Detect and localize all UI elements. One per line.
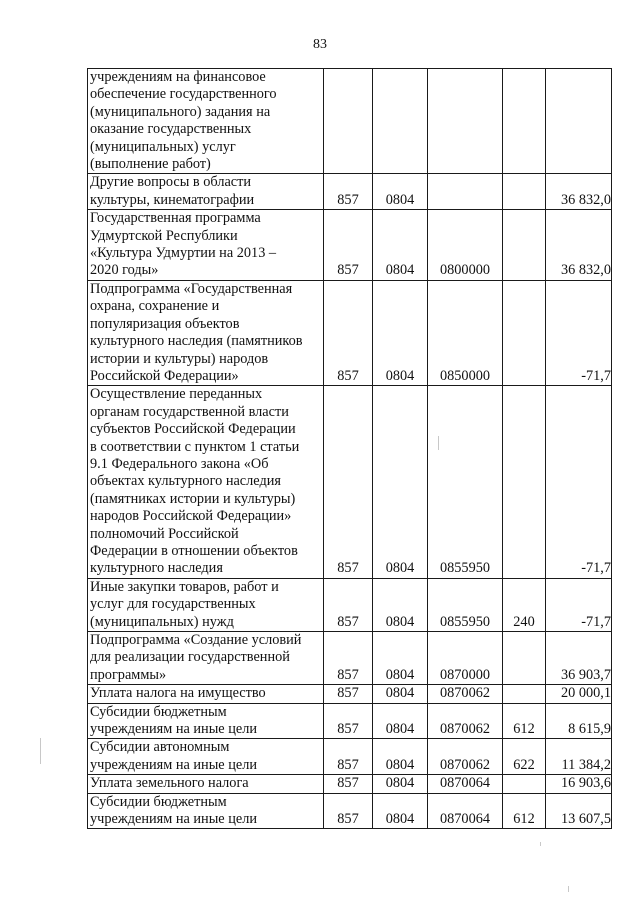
item-name-line: Уплата земельного налога (90, 775, 249, 792)
item-name-line: субъектов Российской Федерации (90, 421, 296, 438)
table-row (88, 775, 612, 793)
item-name-cell (88, 775, 324, 793)
table-row (88, 578, 612, 631)
section-cell: 0804 (373, 632, 428, 685)
table-row (88, 210, 612, 281)
section-cell: 0804 (373, 775, 428, 793)
section-cell: 0804 (373, 280, 428, 385)
code-cell: 857 (324, 703, 373, 739)
item-name-line: услуг для государственных (90, 596, 256, 613)
section-cell: 0804 (373, 739, 428, 775)
table-row (88, 280, 612, 385)
item-name-line: культурного наследия (90, 560, 223, 577)
item-name-line: (памятниках истории и культуры) (90, 490, 296, 507)
item-name-cell (88, 174, 324, 210)
item-name-line: для реализации государственной (90, 649, 290, 666)
expense-type-cell (503, 685, 546, 703)
item-name-line: (муниципальных) нужд (90, 613, 234, 630)
code-cell (324, 69, 373, 174)
item-name-line: полномочий Российской (90, 525, 239, 542)
item-name-line: «Культура Удмуртии на 2013 – (90, 245, 277, 262)
code-cell: 857 (324, 280, 373, 385)
item-name-line: охрана, сохранение и (90, 298, 220, 315)
amount-cell: 36 832,0 (546, 174, 612, 210)
item-name-cell (88, 632, 324, 685)
item-name-line: Уплата налога на имущество (90, 685, 266, 702)
table-row (88, 69, 612, 174)
item-name-line: 9.1 Федерального закона «Об (90, 455, 269, 472)
expense-type-cell: 612 (503, 793, 546, 829)
item-name-line: учреждениям на иные цели (90, 721, 258, 738)
item-name-line: Государственная программа (90, 210, 261, 227)
section-cell: 0804 (373, 578, 428, 631)
item-name-cell (88, 280, 324, 385)
item-name-line: Иные закупки товаров, работ и (90, 578, 279, 595)
table-row (88, 632, 612, 685)
code-cell: 857 (324, 174, 373, 210)
item-name-cell (88, 210, 324, 281)
scan-speck (438, 436, 439, 450)
code-cell: 857 (324, 386, 373, 578)
table-row (88, 386, 612, 578)
section-cell: 0804 (373, 685, 428, 703)
item-name-line: органам государственной власти (90, 403, 289, 420)
amount-cell (546, 69, 612, 174)
scan-speck (568, 886, 569, 892)
expense-type-cell (503, 69, 546, 174)
amount-cell: 36 903,7 (546, 632, 612, 685)
code-cell: 857 (324, 632, 373, 685)
item-name-cell (88, 386, 324, 578)
item-name-line: Подпрограмма «Создание условий (90, 632, 302, 648)
section-cell: 0804 (373, 703, 428, 739)
section-cell: 0804 (373, 386, 428, 578)
item-name-line: Другие вопросы в области (90, 174, 252, 191)
code-cell: 857 (324, 685, 373, 703)
scan-speck (540, 842, 541, 846)
table-row (88, 685, 612, 703)
section-cell: 0804 (373, 210, 428, 281)
article-cell (428, 174, 503, 210)
article-cell: 0870062 (428, 703, 503, 739)
article-cell: 0870062 (428, 685, 503, 703)
amount-cell: 11 384,2 (546, 739, 612, 775)
article-cell: 0870062 (428, 739, 503, 775)
budget-table-body (88, 69, 612, 829)
amount-cell: 13 607,5 (546, 793, 612, 829)
table-row (88, 703, 612, 739)
expense-type-cell: 612 (503, 703, 546, 739)
table-row (88, 793, 612, 829)
expense-type-cell (503, 210, 546, 281)
item-name-line: Российской Федерации» (90, 367, 239, 384)
amount-cell: -71,7 (546, 578, 612, 631)
article-cell: 0850000 (428, 280, 503, 385)
item-name-line: оказание государственных (90, 121, 252, 138)
item-name-line: Удмуртской Республики (90, 227, 238, 244)
item-name-line: учреждениям на иные цели (90, 756, 258, 773)
item-name-line: Субсидии бюджетным (90, 703, 227, 720)
section-cell: 0804 (373, 793, 428, 829)
amount-cell: 20 000,1 (546, 685, 612, 703)
code-cell: 857 (324, 775, 373, 793)
item-name-line: (выполнение работ) (90, 156, 211, 173)
article-cell: 0870000 (428, 632, 503, 685)
expense-type-cell (503, 775, 546, 793)
item-name-line: (муниципальных) услуг (90, 138, 236, 155)
item-name-cell (88, 739, 324, 775)
section-cell (373, 69, 428, 174)
table-row (88, 739, 612, 775)
expense-type-cell (503, 174, 546, 210)
article-cell: 0800000 (428, 210, 503, 281)
expense-type-cell (503, 280, 546, 385)
item-name-line: учреждениям на иные цели (90, 811, 258, 828)
expense-type-cell (503, 632, 546, 685)
expense-type-cell (503, 386, 546, 578)
budget-table (87, 68, 612, 829)
item-name-line: народов Российской Федерации» (90, 508, 292, 525)
item-name-line: культуры, кинематографии (90, 191, 255, 208)
item-name-line: Субсидии бюджетным (90, 793, 227, 810)
item-name-cell (88, 578, 324, 631)
amount-cell: -71,7 (546, 280, 612, 385)
article-cell: 0855950 (428, 386, 503, 578)
article-cell (428, 69, 503, 174)
table-row (88, 174, 612, 210)
item-name-line: культурного наследия (памятников (90, 333, 303, 350)
article-cell: 0855950 (428, 578, 503, 631)
item-name-line: объектах культурного наследия (90, 473, 281, 490)
expense-type-cell: 622 (503, 739, 546, 775)
amount-cell: 36 832,0 (546, 210, 612, 281)
scan-speck (40, 738, 41, 764)
item-name-line: (муниципального) задания на (90, 103, 271, 120)
item-name-line: Осуществление переданных (90, 386, 263, 403)
item-name-cell (88, 685, 324, 703)
item-name-cell (88, 793, 324, 829)
code-cell: 857 (324, 793, 373, 829)
expense-type-cell: 240 (503, 578, 546, 631)
page-number: 83 (313, 37, 327, 52)
item-name-line: Подпрограмма «Государственная (90, 280, 293, 297)
code-cell: 857 (324, 210, 373, 281)
item-name-line: 2020 годы» (90, 262, 159, 279)
item-name-line: в соответствии с пунктом 1 статьи (90, 438, 300, 455)
amount-cell: -71,7 (546, 386, 612, 578)
item-name-line: обеспечение государственного (90, 86, 277, 103)
item-name-line: Федерации в отношении объектов (90, 542, 298, 559)
item-name-line: программы» (90, 666, 167, 683)
item-name-line: популяризация объектов (90, 315, 240, 332)
section-cell: 0804 (373, 174, 428, 210)
article-cell: 0870064 (428, 775, 503, 793)
item-name-cell (88, 69, 324, 174)
item-name-line: истории и культуры) народов (90, 350, 269, 367)
item-name-line: учреждениям на финансовое (90, 69, 266, 85)
amount-cell: 8 615,9 (546, 703, 612, 739)
article-cell: 0870064 (428, 793, 503, 829)
amount-cell: 16 903,6 (546, 775, 612, 793)
code-cell: 857 (324, 578, 373, 631)
item-name-cell (88, 703, 324, 739)
code-cell: 857 (324, 739, 373, 775)
item-name-line: Субсидии автономным (90, 739, 230, 756)
